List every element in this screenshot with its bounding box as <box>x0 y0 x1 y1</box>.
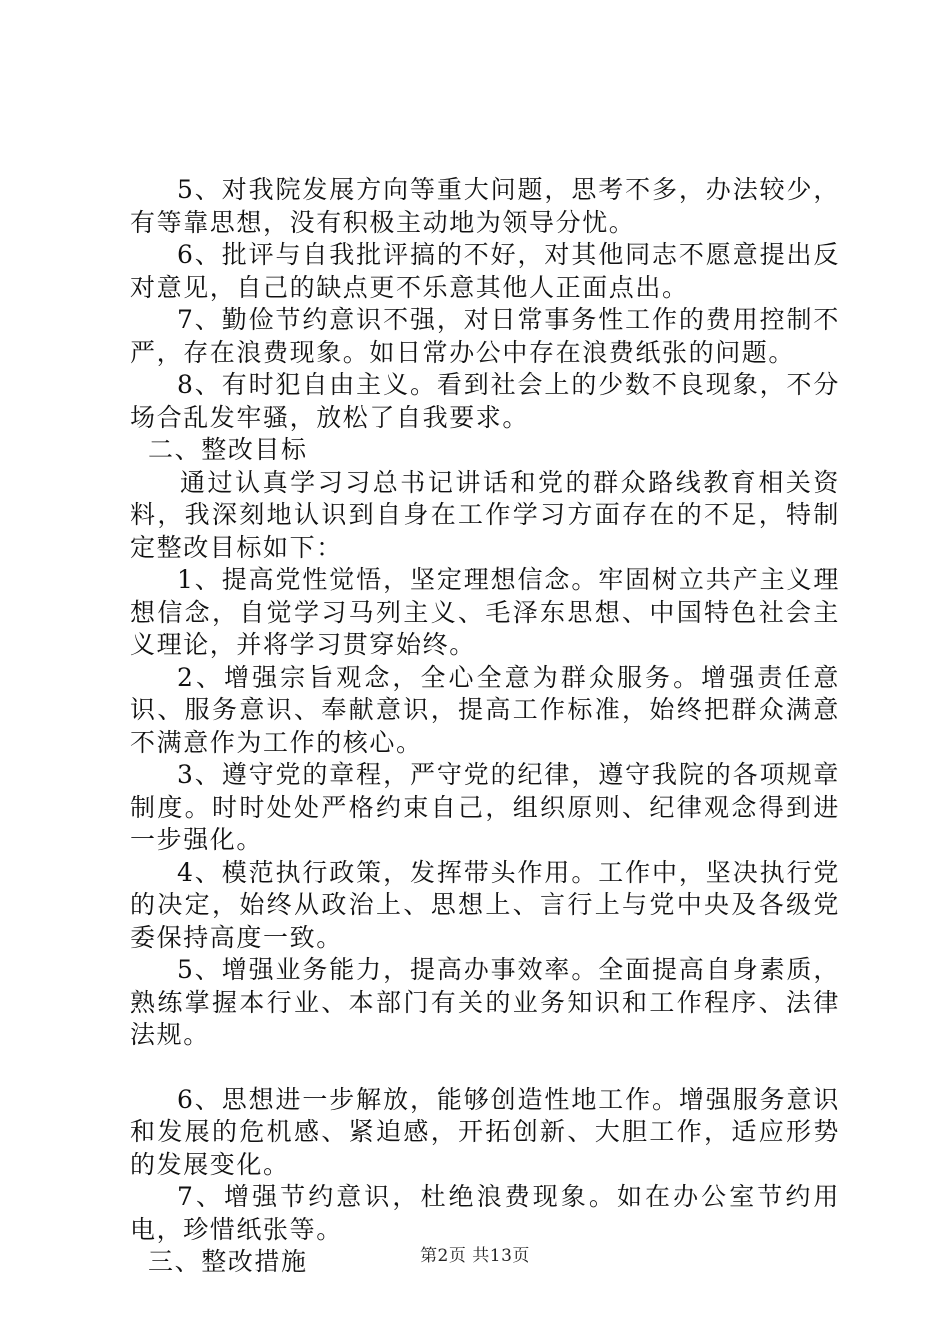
page-number-footer: 第2页 共13页 <box>420 1246 530 1266</box>
paragraph-item-7-issue: 7、勤俭节约意识不强，对日常事务性工作的费用控制不严，存在浪费现象。如日常办公中存在浪费纸张的问题。 <box>130 305 840 367</box>
paragraph-goal-1: 1、提高党性觉悟，坚定理想信念。牢固树立共产主义理想信念，自觉学习马列主义、毛泽东思想、中国特色社会主义理论，并将学习贯穿始终。 <box>130 565 840 659</box>
section-heading-goals: 二、整改目标 <box>148 435 308 464</box>
paragraph-goal-3: 3、遵守党的章程，严守党的纪律，遵守我院的各项规章制度。时时处处严格约束自己，组织原则、纪律观念得到进一步强化。 <box>130 760 840 854</box>
section-heading-measures: 三、整改措施 <box>148 1247 308 1276</box>
paragraph-goal-7: 7、增强节约意识，杜绝浪费现象。如在办公室节约用电，珍惜纸张等。 <box>130 1182 840 1244</box>
paragraph-goal-4: 4、模范执行政策，发挥带头作用。工作中，坚决执行党的决定，始终从政治上、思想上、言行上与党中央及各级党委保持高度一致。 <box>130 857 840 952</box>
document-body <box>130 174 840 1279</box>
paragraph-item-8-issue: 8、有时犯自由主义。看到社会上的少数不良现象，不分场合乱发牢骚，放松了自我要求。 <box>130 370 840 432</box>
paragraph-goals-intro: 通过认真学习习总书记讲话和党的群众路线教育相关资料，我深刻地认识到自身在工作学习方面存在的不足，特制定整改目标如下： <box>130 467 840 562</box>
paragraph-goal-6: 6、思想进一步解放，能够创造性地工作。增强服务意识和发展的危机感、紧迫感，开拓创新、大胆工作，适应形势的发展变化。 <box>130 1084 840 1179</box>
paragraph-goal-2: 2、增强宗旨观念，全心全意为群众服务。增强责任意识、服务意识、奉献意识，提高工作标准，始终把群众满意不满意作为工作的核心。 <box>130 662 840 757</box>
paragraph-item-6-issue: 6、批评与自我批评搞的不好，对其他同志不愿意提出反对意见，自己的缺点更不乐意其他人正面点出。 <box>130 240 840 302</box>
paragraph-goal-5: 5、增强业务能力，提高办事效率。全面提高自身素质，熟练掌握本行业、本部门有关的业务知识和工作程序、法律法规。 <box>130 955 840 1049</box>
paragraph-item-5-issue: 5、对我院发展方向等重大问题，思考不多，办法较少，有等靠思想，没有积极主动地为领导分忧。 <box>130 175 840 237</box>
